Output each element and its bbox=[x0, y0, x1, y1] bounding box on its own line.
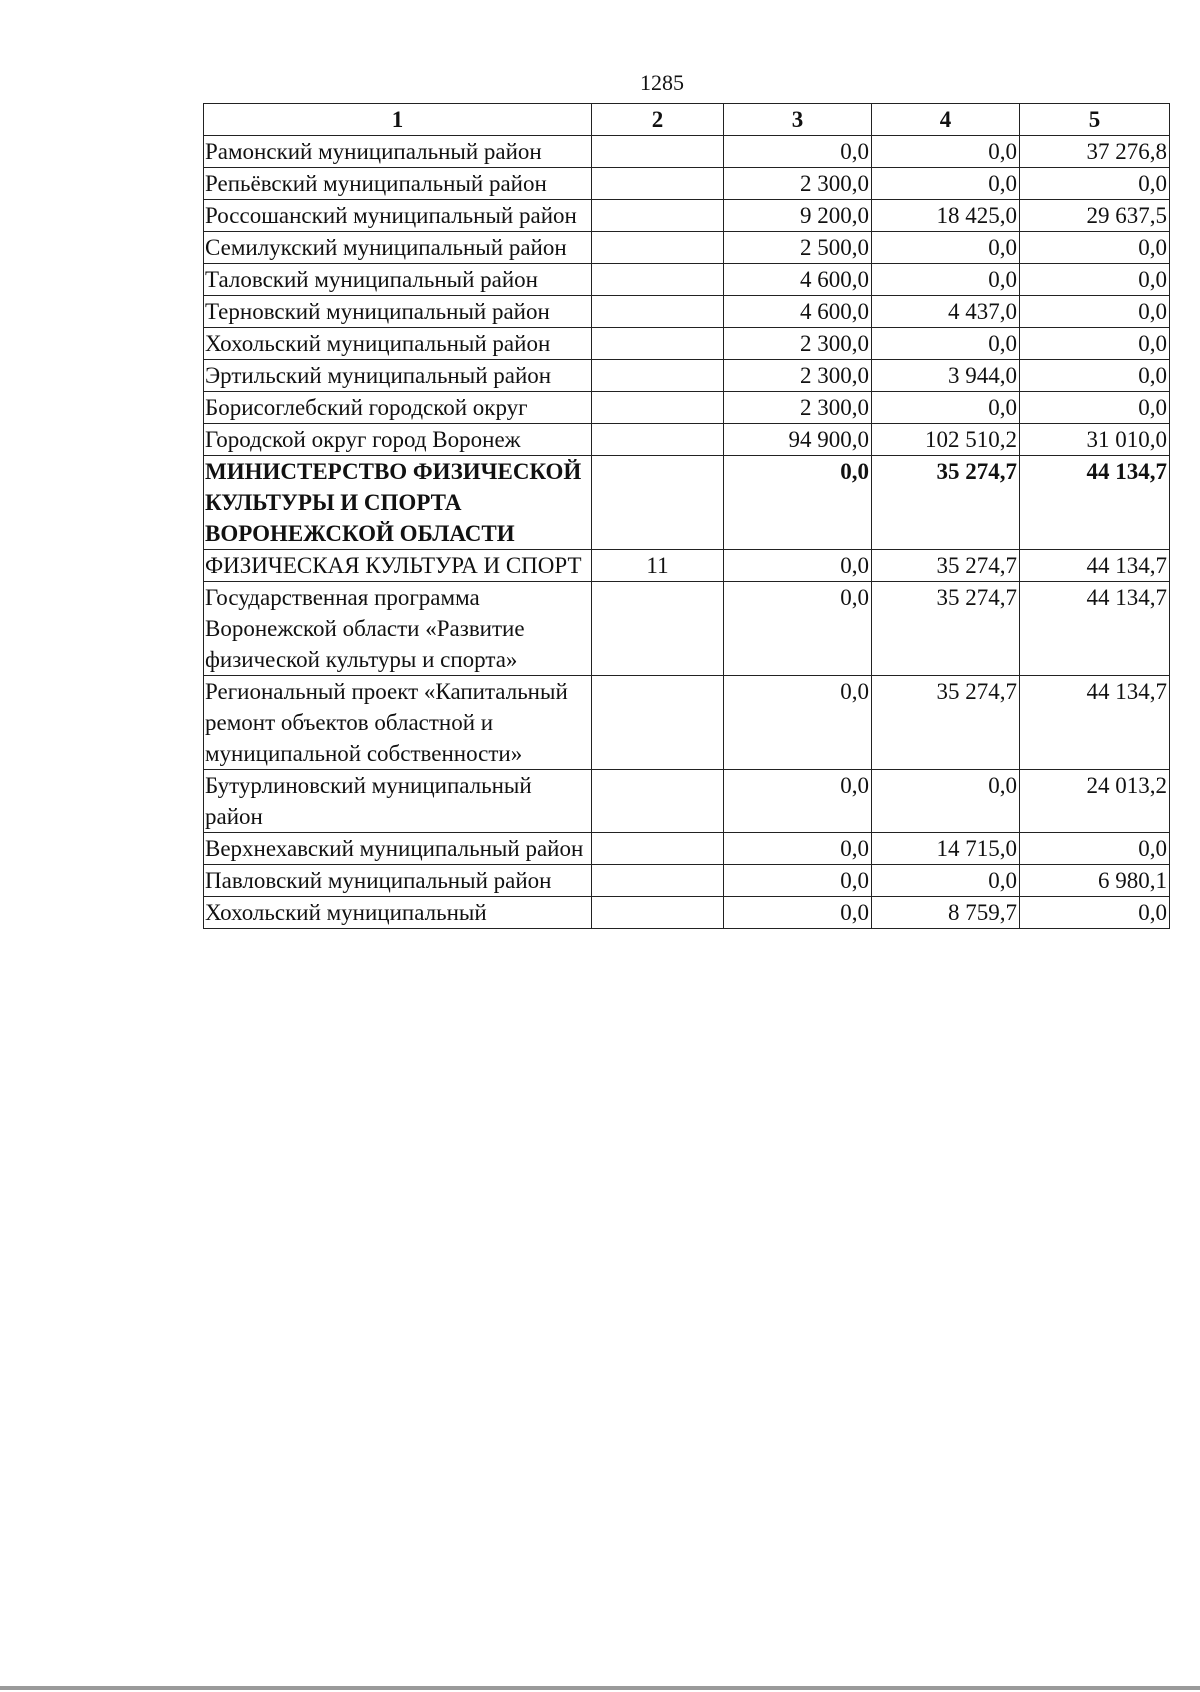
row-value-col-3: 2 300,0 bbox=[724, 328, 872, 360]
row-value-col-5: 29 637,5 bbox=[1020, 200, 1170, 232]
row-value-col-4: 14 715,0 bbox=[872, 833, 1020, 865]
table-row bbox=[204, 456, 1170, 550]
row-code-cell bbox=[592, 296, 724, 328]
row-value-col-3: 2 300,0 bbox=[724, 168, 872, 200]
row-code-cell bbox=[592, 897, 724, 929]
row-value-col-3: 0,0 bbox=[724, 136, 872, 168]
row-value-col-4: 102 510,2 bbox=[872, 424, 1020, 456]
row-name-cell: Борисоглебский городской округ bbox=[204, 392, 592, 424]
row-value-col-3: 0,0 bbox=[724, 582, 872, 676]
row-value-col-4: 35 274,7 bbox=[872, 456, 1020, 550]
table-row bbox=[204, 136, 1170, 168]
row-value-col-5: 0,0 bbox=[1020, 296, 1170, 328]
row-value-col-4: 0,0 bbox=[872, 392, 1020, 424]
table-row bbox=[204, 550, 1170, 582]
row-name-cell: Семилукский муниципальный район bbox=[204, 232, 592, 264]
row-value-col-3: 4 600,0 bbox=[724, 264, 872, 296]
row-code-cell bbox=[592, 328, 724, 360]
row-value-col-5: 0,0 bbox=[1020, 897, 1170, 929]
row-value-col-4: 0,0 bbox=[872, 770, 1020, 833]
header-col-2: 2 bbox=[592, 104, 724, 136]
table-row bbox=[204, 424, 1170, 456]
row-value-col-4: 0,0 bbox=[872, 136, 1020, 168]
row-value-col-3: 0,0 bbox=[724, 456, 872, 550]
table-row bbox=[204, 232, 1170, 264]
row-name-cell: Эртильский муниципальный район bbox=[204, 360, 592, 392]
row-value-col-3: 0,0 bbox=[724, 833, 872, 865]
table-row bbox=[204, 897, 1170, 929]
row-code-cell bbox=[592, 456, 724, 550]
row-value-col-5: 0,0 bbox=[1020, 264, 1170, 296]
row-value-col-5: 44 134,7 bbox=[1020, 582, 1170, 676]
row-value-col-5: 31 010,0 bbox=[1020, 424, 1170, 456]
row-name-cell: Хохольский муниципальный bbox=[204, 897, 592, 929]
row-value-col-5: 0,0 bbox=[1020, 168, 1170, 200]
row-name-cell: Региональный проект «Капитальный ремонт объектов областной и муниципальной собственности» bbox=[204, 676, 592, 770]
table-row bbox=[204, 770, 1170, 833]
row-name-cell: Терновский муниципальный район bbox=[204, 296, 592, 328]
row-value-col-4: 18 425,0 bbox=[872, 200, 1020, 232]
row-value-col-5: 0,0 bbox=[1020, 392, 1170, 424]
row-code-cell bbox=[592, 676, 724, 770]
row-value-col-3: 0,0 bbox=[724, 865, 872, 897]
header-col-3: 3 bbox=[724, 104, 872, 136]
row-name-cell: Городской округ город Воронеж bbox=[204, 424, 592, 456]
header-col-4: 4 bbox=[872, 104, 1020, 136]
row-value-col-5: 44 134,7 bbox=[1020, 456, 1170, 550]
row-value-col-3: 9 200,0 bbox=[724, 200, 872, 232]
table-row bbox=[204, 392, 1170, 424]
row-value-col-4: 0,0 bbox=[872, 168, 1020, 200]
row-value-col-3: 0,0 bbox=[724, 770, 872, 833]
header-col-1: 1 bbox=[204, 104, 592, 136]
row-name-cell: Таловский муниципальный район bbox=[204, 264, 592, 296]
row-name-cell: Государственная программа Воронежской области «Развитие физической культуры и спорта» bbox=[204, 582, 592, 676]
row-value-col-3: 2 500,0 bbox=[724, 232, 872, 264]
row-value-col-4: 0,0 bbox=[872, 328, 1020, 360]
row-code-cell bbox=[592, 833, 724, 865]
budget-table bbox=[203, 103, 1170, 929]
table-header bbox=[204, 104, 1170, 136]
row-value-col-4: 0,0 bbox=[872, 264, 1020, 296]
row-code-cell bbox=[592, 360, 724, 392]
row-value-col-4: 0,0 bbox=[872, 865, 1020, 897]
row-name-cell: Павловский муниципальный район bbox=[204, 865, 592, 897]
row-name-cell: Россошанский муниципальный район bbox=[204, 200, 592, 232]
row-value-col-4: 4 437,0 bbox=[872, 296, 1020, 328]
row-value-col-5: 6 980,1 bbox=[1020, 865, 1170, 897]
row-value-col-5: 0,0 bbox=[1020, 232, 1170, 264]
row-code-cell bbox=[592, 200, 724, 232]
table-row bbox=[204, 328, 1170, 360]
row-value-col-3: 0,0 bbox=[724, 550, 872, 582]
row-value-col-3: 94 900,0 bbox=[724, 424, 872, 456]
row-name-cell: ФИЗИЧЕСКАЯ КУЛЬТУРА И СПОРТ bbox=[204, 550, 592, 582]
row-name-cell: Бутурлиновский муниципальный район bbox=[204, 770, 592, 833]
row-value-col-3: 2 300,0 bbox=[724, 392, 872, 424]
row-code-cell bbox=[592, 232, 724, 264]
row-value-col-5: 0,0 bbox=[1020, 360, 1170, 392]
row-value-col-4: 35 274,7 bbox=[872, 676, 1020, 770]
page-number: 1285 bbox=[640, 70, 684, 95]
header-col-5: 5 bbox=[1020, 104, 1170, 136]
table-row bbox=[204, 865, 1170, 897]
header-row bbox=[204, 104, 1170, 136]
row-name-cell: МИНИСТЕРСТВО ФИЗИЧЕСКОЙ КУЛЬТУРЫ И СПОРТА ВОРОНЕЖСКОЙ ОБЛАСТИ bbox=[204, 456, 592, 550]
row-value-col-5: 0,0 bbox=[1020, 328, 1170, 360]
row-value-col-4: 35 274,7 bbox=[872, 582, 1020, 676]
row-value-col-3: 0,0 bbox=[724, 676, 872, 770]
row-value-col-5: 44 134,7 bbox=[1020, 676, 1170, 770]
row-code-cell: 11 bbox=[592, 550, 724, 582]
table-row bbox=[204, 264, 1170, 296]
table-body bbox=[204, 136, 1170, 929]
row-code-cell bbox=[592, 582, 724, 676]
row-name-cell: Репьёвский муниципальный район bbox=[204, 168, 592, 200]
row-name-cell: Хохольский муниципальный район bbox=[204, 328, 592, 360]
table-row bbox=[204, 360, 1170, 392]
row-value-col-4: 0,0 bbox=[872, 232, 1020, 264]
row-code-cell bbox=[592, 770, 724, 833]
table-row bbox=[204, 168, 1170, 200]
table-row bbox=[204, 296, 1170, 328]
row-code-cell bbox=[592, 136, 724, 168]
table-row bbox=[204, 833, 1170, 865]
row-value-col-3: 4 600,0 bbox=[724, 296, 872, 328]
row-value-col-3: 0,0 bbox=[724, 897, 872, 929]
row-value-col-5: 0,0 bbox=[1020, 833, 1170, 865]
row-value-col-4: 3 944,0 bbox=[872, 360, 1020, 392]
row-value-col-5: 24 013,2 bbox=[1020, 770, 1170, 833]
row-name-cell: Верхнехавский муниципальный район bbox=[204, 833, 592, 865]
row-value-col-3: 2 300,0 bbox=[724, 360, 872, 392]
table-row bbox=[204, 200, 1170, 232]
scan-edge-divider bbox=[0, 1686, 1200, 1690]
row-code-cell bbox=[592, 392, 724, 424]
row-code-cell bbox=[592, 264, 724, 296]
row-value-col-4: 8 759,7 bbox=[872, 897, 1020, 929]
table-row bbox=[204, 582, 1170, 676]
row-code-cell bbox=[592, 168, 724, 200]
row-name-cell: Рамонский муниципальный район bbox=[204, 136, 592, 168]
row-value-col-5: 44 134,7 bbox=[1020, 550, 1170, 582]
row-value-col-4: 35 274,7 bbox=[872, 550, 1020, 582]
table-row bbox=[204, 676, 1170, 770]
row-code-cell bbox=[592, 424, 724, 456]
row-value-col-5: 37 276,8 bbox=[1020, 136, 1170, 168]
row-code-cell bbox=[592, 865, 724, 897]
